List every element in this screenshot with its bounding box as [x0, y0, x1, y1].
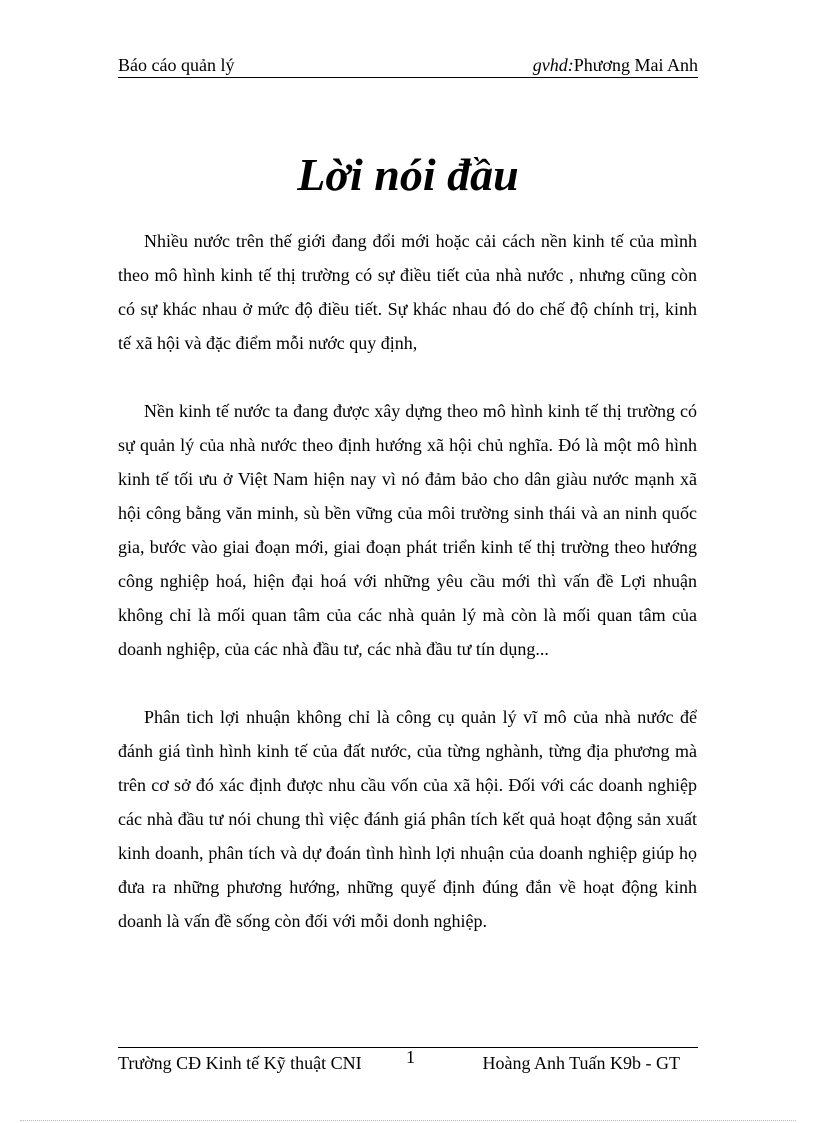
footer-author: Hoàng Anh Tuấn K9b - GT [482, 1053, 680, 1073]
paragraph-2: Nền kinh tế nước ta đang được xây dựng theo mô hình kinh tế thị trường có sự quản lý của nhà nước theo định hướng xã hội chủ nghĩa. Đó là một mô hình kinh tế tối ưu ở Việt Nam hiện nay vì nó đảm bảo cho dân giàu nước mạnh xã hội công bằng văn minh, sù bền vững của môi trường sinh thái và an ninh quốc gia, bước vào giai đoạn mới, giai đoạn phát triển kinh tế thị trường theo hướng công nghiệp hoá, hiện đại hoá với những yêu cầu mới thì vấn đề Lợi nhuận không chỉ là mối quan tâm của các nhà quản lý mà còn là mối quan tâm của doanh nghiệp, của các nhà đầu tư, các nhà đầu tư tín dụng... [118, 401, 697, 659]
page-number: 1 [406, 1047, 415, 1067]
header-report-title: Báo cáo quản lý [118, 55, 235, 75]
footer-school: Trường CĐ Kinh tế Kỹ thuật CNI [118, 1053, 362, 1073]
page-footer [118, 1047, 698, 1074]
page-header [118, 53, 698, 78]
page-title: Lời nói đầu [297, 149, 519, 200]
page-bottom-border [20, 1120, 796, 1121]
paragraph-3: Phân tich lợi nhuận không chỉ là công cụ quản lý vĩ mô của nhà nước để đánh giá tình hình kinh tế của đất nước, của từng nghành, từng địa phương mà trên cơ sở đó xác định được nhu cầu vốn của xã hội. Đối với các doanh nghiệp các nhà đầu tư nói chung thì việc đánh giá phân tích kết quả hoạt động sản xuất kinh doanh, phân tích và dự đoán tình hình lợi nhuận của doanh nghiệp giúp họ đưa ra những phương hướng, những quyế định đúng đắn về hoạt động kinh doanh là vấn đề sống còn đối với mỗi donh nghiệp. [118, 707, 697, 931]
header-supervisor-name: Phương Mai Anh [573, 55, 698, 75]
header-supervisor [533, 53, 698, 77]
document-body [118, 224, 697, 972]
paragraph-1: Nhiều nước trên thế giới đang đổi mới hoặc cải cách nền kinh tế của mình theo mô hình kinh tế thị trường có sự điều tiết của nhà nước , nhưng cũng còn có sự khác nhau ở mức độ điều tiết. Sự khác nhau đó do chế độ chính trị, kinh tế xã hội và đặc điểm mỗi nước quy định, [118, 231, 697, 353]
header-supervisor-prefix: gvhd: [532, 55, 574, 75]
